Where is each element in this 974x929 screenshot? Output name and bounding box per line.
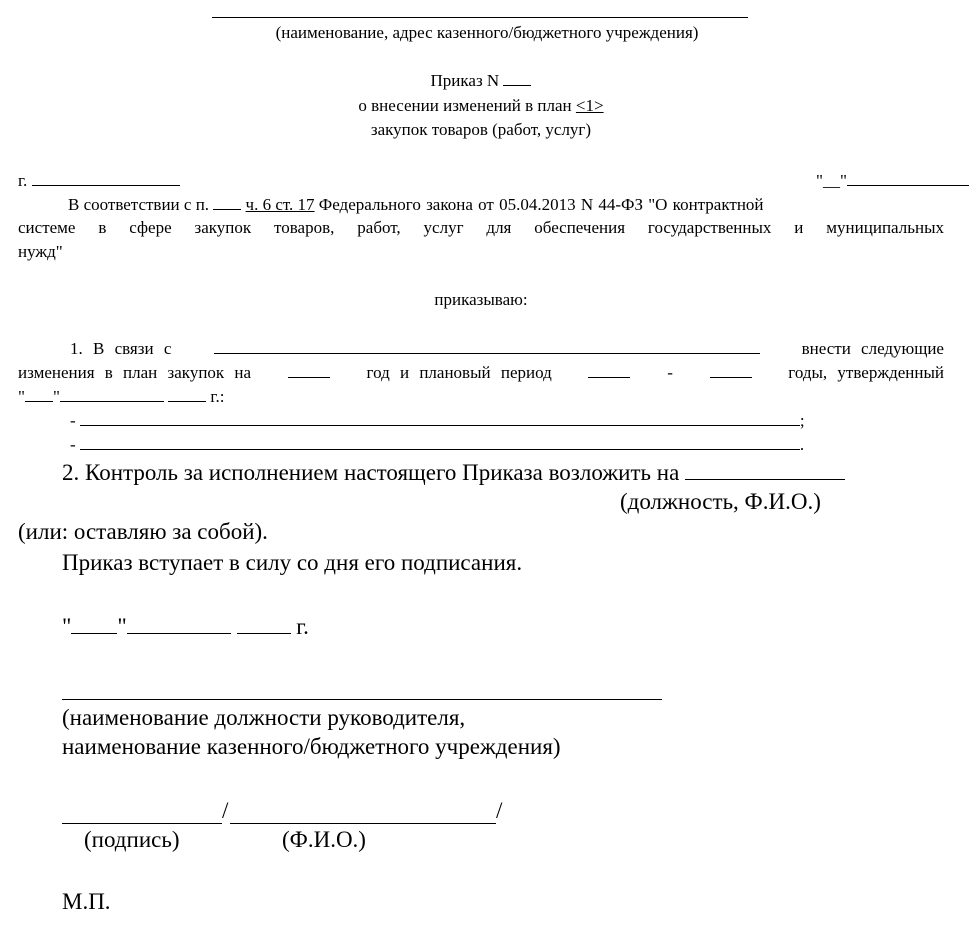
change-blank-1 xyxy=(80,410,800,426)
head-name-line xyxy=(62,699,662,700)
item1-line2-b: год и плановый период xyxy=(366,363,552,382)
item1-line2-a: изменения в план закупок на xyxy=(18,363,252,382)
preamble-part2: Федерального закона от 05.04.2013 N 44-ФЗ "О контрактной xyxy=(318,195,764,214)
approval-month-blank xyxy=(60,386,164,402)
order-title-line1 xyxy=(0,70,962,91)
head-caption-line1: (наименование должности руководителя, xyxy=(62,705,466,730)
city-field xyxy=(18,170,180,191)
point-blank xyxy=(213,194,241,210)
item2-line xyxy=(62,459,845,487)
change-dash-2: - xyxy=(70,435,76,454)
responsible-blank xyxy=(685,459,845,480)
change-blank-2 xyxy=(80,434,800,450)
head-caption-line2: наименование казенного/бюджетного учреждения) xyxy=(62,734,561,759)
name-caption: (Ф.И.О.) xyxy=(282,827,366,852)
preamble-line1 xyxy=(68,194,944,215)
item1-prefix: 1. В связи с xyxy=(70,339,172,358)
year-blank xyxy=(288,362,330,378)
change-dash-1: - xyxy=(70,411,76,430)
preamble-line2: системе в сфере закупок товаров, работ, услуг для обеспечения государственных и муниципальных xyxy=(18,218,944,237)
approval-year-blank xyxy=(168,386,206,402)
sign-year-blank xyxy=(237,613,291,634)
city-blank xyxy=(32,170,180,186)
approval-quote-close: " xyxy=(52,387,60,406)
preamble-part1: В соответствии с п. xyxy=(68,195,210,214)
change-item-2 xyxy=(70,434,804,455)
org-caption: (наименование, адрес казенного/бюджетного учреждения) xyxy=(275,23,699,42)
sign-quote-close: " xyxy=(117,614,127,639)
order-title-line2 xyxy=(0,96,962,116)
approval-suffix: г.: xyxy=(210,387,225,406)
date-blank xyxy=(847,170,969,186)
change-end-1: ; xyxy=(799,411,805,430)
change-item-1 xyxy=(70,410,805,431)
footnote-link[interactable]: <1> xyxy=(575,96,604,115)
item1-line2 xyxy=(18,362,944,383)
order-number-blank xyxy=(503,70,531,86)
sign-month-blank xyxy=(127,613,231,634)
signature-slash-1: / xyxy=(222,798,229,823)
item1-line2-d: годы, утвержденный xyxy=(788,363,944,382)
effective-text: Приказ вступает в силу со дня его подписания. xyxy=(62,550,523,575)
stamp-mark: М.П. xyxy=(62,889,111,914)
preamble-line3: нужд" xyxy=(18,242,63,261)
city-prefix: г. xyxy=(18,171,28,190)
signature-line xyxy=(62,823,222,824)
order-title-prefix: Приказ N xyxy=(430,71,500,90)
period-end-blank xyxy=(710,362,752,378)
item1-line2-c: - xyxy=(667,363,673,382)
sign-date xyxy=(62,613,309,641)
org-name-line xyxy=(212,17,748,18)
reason-blank xyxy=(214,338,760,354)
item1-line1 xyxy=(70,338,944,359)
or-self: (или: оставляю за собой). xyxy=(18,519,268,544)
approval-day-blank xyxy=(25,386,53,402)
date-field xyxy=(816,170,969,191)
signature-caption: (подпись) xyxy=(84,827,180,852)
position-caption: (должность, Ф.И.О.) xyxy=(620,489,821,514)
signature-slash-2: / xyxy=(496,798,503,823)
item1-suffix: внести следующие xyxy=(801,339,944,358)
order-title-line2-text: о внесении изменений в план xyxy=(358,96,572,115)
approval-quote-open: " xyxy=(18,387,25,406)
item2-text: 2. Контроль за исполнением настоящего Приказа возложить на xyxy=(62,460,680,485)
change-end-2: . xyxy=(799,435,805,454)
date-quotes: "__" xyxy=(816,171,847,190)
sign-day-blank xyxy=(71,613,117,634)
period-start-blank xyxy=(588,362,630,378)
order-word: приказываю: xyxy=(434,290,528,309)
name-line xyxy=(230,823,496,824)
law-ref-link[interactable]: ч. 6 ст. 17 xyxy=(245,195,315,214)
sign-year-suffix: г. xyxy=(296,614,309,639)
item1-line3 xyxy=(18,386,224,407)
order-title-line3: закупок товаров (работ, услуг) xyxy=(370,120,592,139)
sign-quote-open: " xyxy=(62,614,72,639)
